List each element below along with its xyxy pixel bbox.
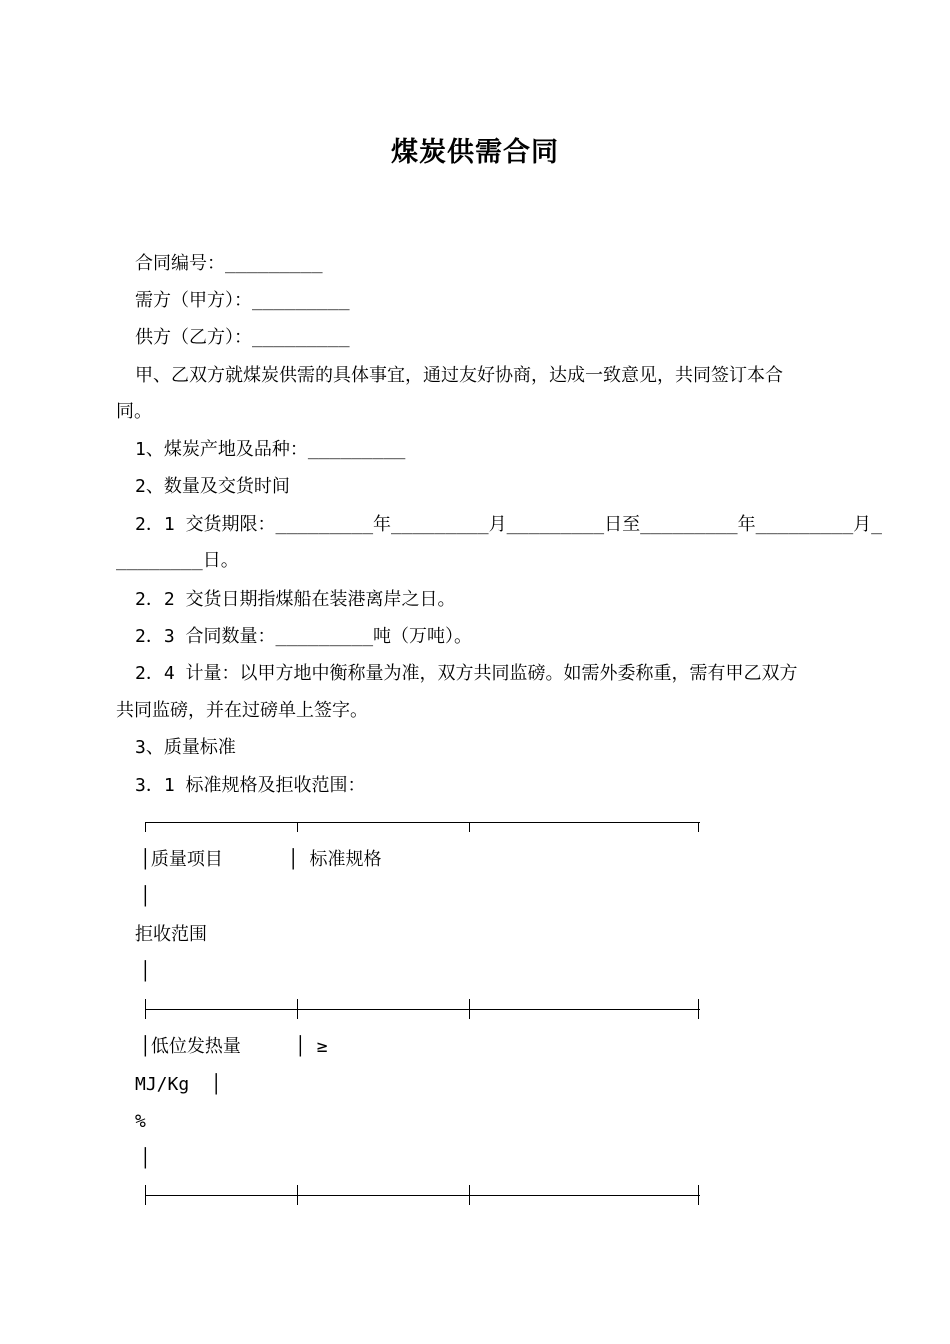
section-2-4-line-2: 共同监磅，并在过磅单上签字。 [116, 700, 368, 721]
table-row-percent: % [135, 1111, 146, 1132]
section-2-3: 2．3 合同数量：_________吨（万吨）。 [135, 626, 473, 647]
buyer-line: 需方（甲方）：_________ [135, 290, 350, 311]
table-row-pipe: │ [140, 1148, 151, 1169]
table-header-pipe: │ [140, 886, 151, 907]
contract-number-line: 合同编号：_________ [135, 253, 323, 274]
table-header-reject-range: 拒收范围 [135, 924, 207, 945]
table-row-calorific-value: │低位发热量 │ ≥ [140, 1036, 328, 1057]
seller-line: 供方（乙方）：_________ [135, 327, 350, 348]
document-title: 煤炭供需合同 [391, 137, 559, 168]
section-3-1: 3．1 标准规格及拒收范围： [135, 775, 366, 796]
table-header-pipe-2: │ [140, 961, 151, 982]
section-3-heading: 3、质量标准 [135, 737, 236, 758]
section-2-heading: 2、数量及交货时间 [135, 476, 290, 497]
table-row-unit: MJ/Kg │ [135, 1074, 222, 1095]
section-2-1-line-2: ________日。 [116, 550, 239, 571]
intro-paragraph-line-1: 甲、乙双方就煤炭供需的具体事宜，通过友好协商，达成一致意见，共同签订本合 [135, 365, 783, 386]
section-1-origin: 1、煤炭产地及品种：_________ [135, 439, 406, 460]
section-2-2: 2．2 交货日期指煤船在装港离岸之日。 [135, 589, 456, 610]
table-header-row: │质量项目 │ 标准规格 [140, 849, 382, 870]
intro-paragraph-line-2: 同。 [116, 401, 152, 422]
section-2-1-line-1: 2．1 交货期限：_________年_________月_________日至_________年_________月_ [135, 514, 883, 535]
section-2-4-line-1: 2．4 计量：以甲方地中衡称量为准，双方共同监磅。如需外委称重，需有甲乙双方 [135, 663, 798, 684]
